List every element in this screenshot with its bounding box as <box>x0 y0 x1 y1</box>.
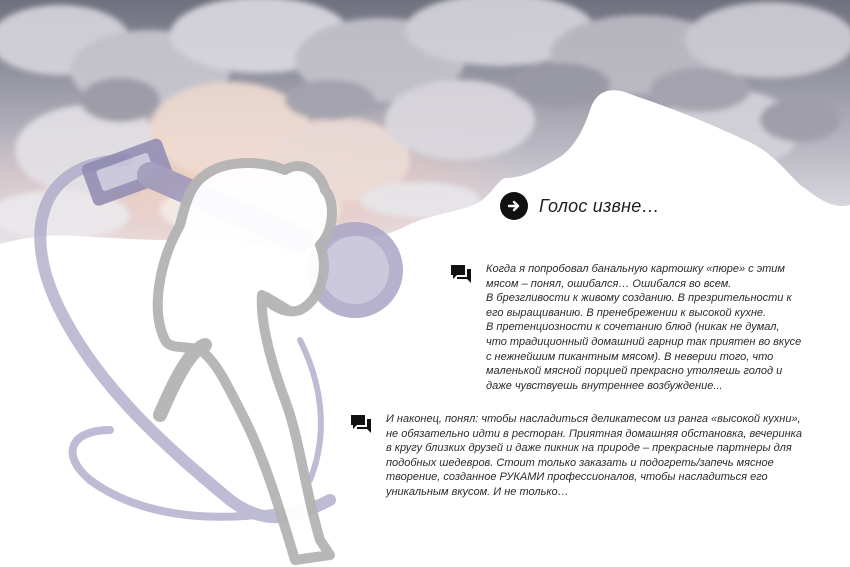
page-title: Голос извне… <box>539 195 660 216</box>
paragraph-text <box>486 262 801 393</box>
raised-fist <box>158 163 332 560</box>
chat-bubble-icon <box>450 264 472 284</box>
paragraph-line: уникальным вкусом. И не только… <box>386 485 569 498</box>
paragraph-line: И наконец, понял: чтобы насладиться деликатесом из ранга «высокой кухни», <box>386 413 801 425</box>
paragraph-line: подобных шедевров. Стоит только заказать и подогреть/запечь мясное <box>386 456 774 469</box>
paragraph-line: даже чувствуешь внутреннее возбуждение... <box>486 379 723 392</box>
paragraph-line: не обязательно идти в ресторан. Приятная домашняя обстановка, вечеринка <box>386 427 802 440</box>
paragraph-line: его выращиванию. В пренебрежении к высокой кухне. <box>486 306 767 319</box>
section-heading <box>500 192 660 220</box>
arrow-right-circle-icon <box>500 192 528 220</box>
paragraph-line: маленькой мясной порцией прекрасно утоляешь голод и <box>486 365 783 378</box>
paragraph-line: творение, созданное РУКАМИ профессионалов, чтобы насладиться его <box>386 471 768 484</box>
chat-bubble-icon <box>350 414 372 434</box>
paragraph-line: с нежнейшим пикантным мясом). В неверии того, что <box>486 350 774 363</box>
paragraph-line: В претенциозности к сочетанию блюд (никак не думал, <box>486 321 780 334</box>
testimonial-paragraph-1 <box>450 262 801 393</box>
paragraph-text <box>386 412 802 500</box>
paragraph-line: что традиционный домашний гарнир так приятен во вкусе <box>486 335 802 348</box>
paragraph-line: В брезгливости к живому созданию. В презрительности к <box>486 292 792 305</box>
paragraph-line: в кругу близких друзей и даже пикник на природе – прекрасные партнеры для <box>386 442 792 455</box>
testimonial-paragraph-2 <box>350 412 802 500</box>
paragraph-line: Когда я попробовал банальную картошку «пюре» с этим <box>486 263 785 275</box>
paragraph-line: мясом – понял, ошибался… Ошибался во всем. <box>486 277 732 290</box>
